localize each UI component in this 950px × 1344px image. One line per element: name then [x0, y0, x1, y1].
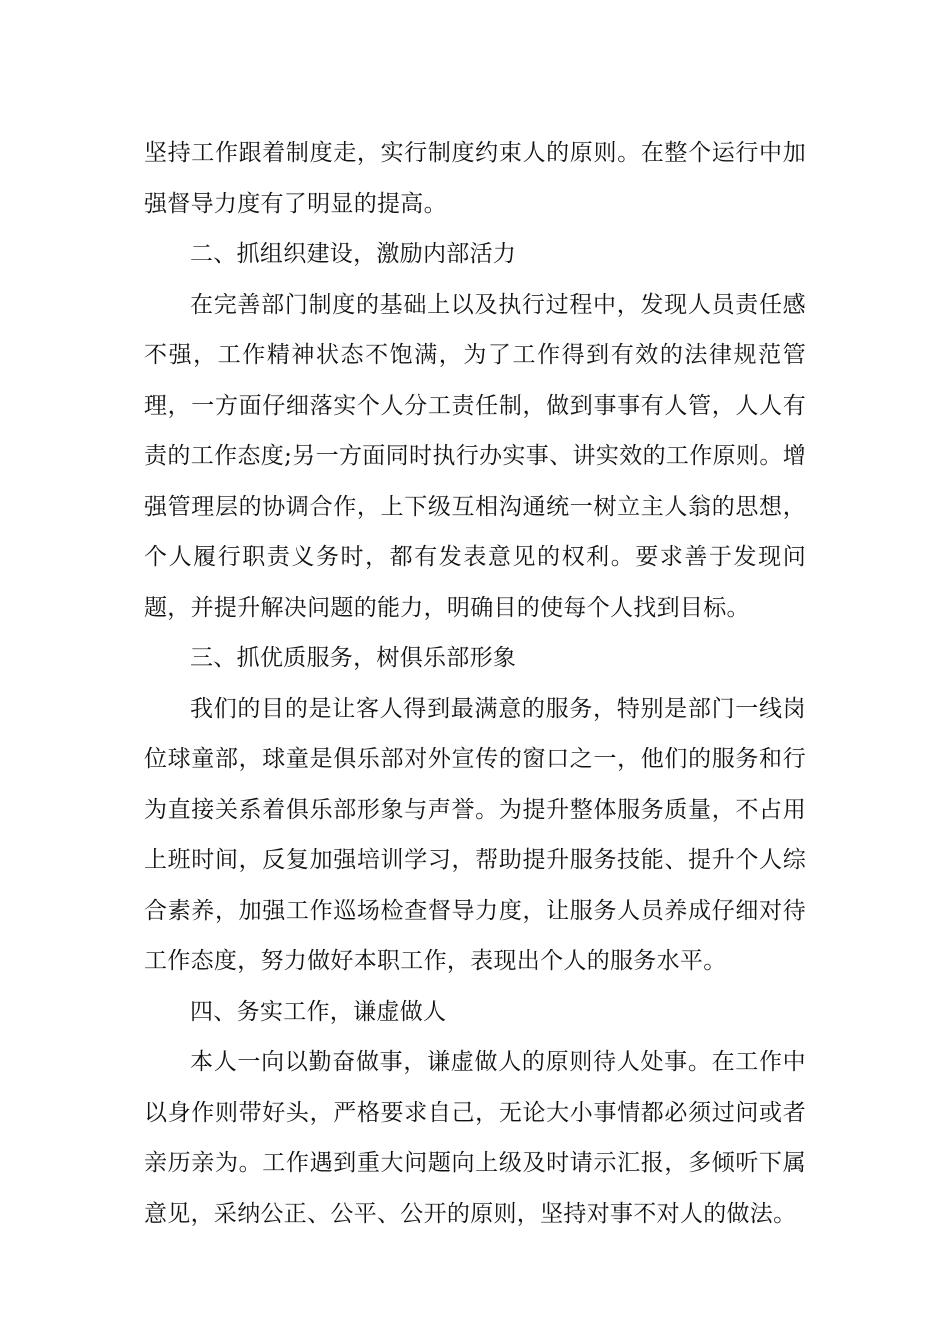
- paragraph-organization: 在完善部门制度的基础上以及执行过程中，发现人员责任感不强，工作精神状态不饱满，为了工作得到有效的法律规范管理，一方面仔细落实个人分工责任制，做到事事有人管，人人有责的工作态度;另一方面同时执行办实事、讲实效的工作原则。增强管理层的协调合作，上下级互相沟通统一树立主人翁的思想，个人履行职责义务时，都有发表意见的权利。要求善于发现问题，并提升解决问题的能力，明确目的使每个人找到目标。: [144, 291, 806, 621]
- document-body: [144, 128, 806, 1239]
- section-heading-4: 四、务实工作，谦虚做人: [190, 998, 447, 1025]
- paragraph-continued: 坚持工作跟着制度走，实行制度约束人的原则。在整个运行中加强督导力度有了明显的提高。: [144, 140, 806, 217]
- section-heading-3: 三、抓优质服务，树俱乐部形象: [190, 645, 517, 671]
- paragraph-service: 我们的目的是让客人得到最满意的服务，特别是部门一线岗位球童部，球童是俱乐部对外宣传的窗口之一，他们的服务和行为直接关系着俱乐部形象与声誉。为提升整体服务质量，不占用上班时间，反复加强培训学习，帮助提升服务技能、提升个人综合素养，加强工作巡场检查督导力度，让服务人员养成仔细对待工作态度，努力做好本职工作，表现出个人的服务水平。: [144, 695, 806, 974]
- paragraph-work-attitude: 本人一向以勤奋做事，谦虚做人的原则待人处事。在工作中以身作则带好头，严格要求自己，无论大小事情都必须过问或者亲历亲为。工作遇到重大问题向上级及时请示汇报，多倾听下属意见，采纳公正、公平、公开的原则，坚持对事不对人的做法。: [144, 1049, 806, 1227]
- section-heading-2: 二、抓组织建设，激励内部活力: [190, 241, 517, 267]
